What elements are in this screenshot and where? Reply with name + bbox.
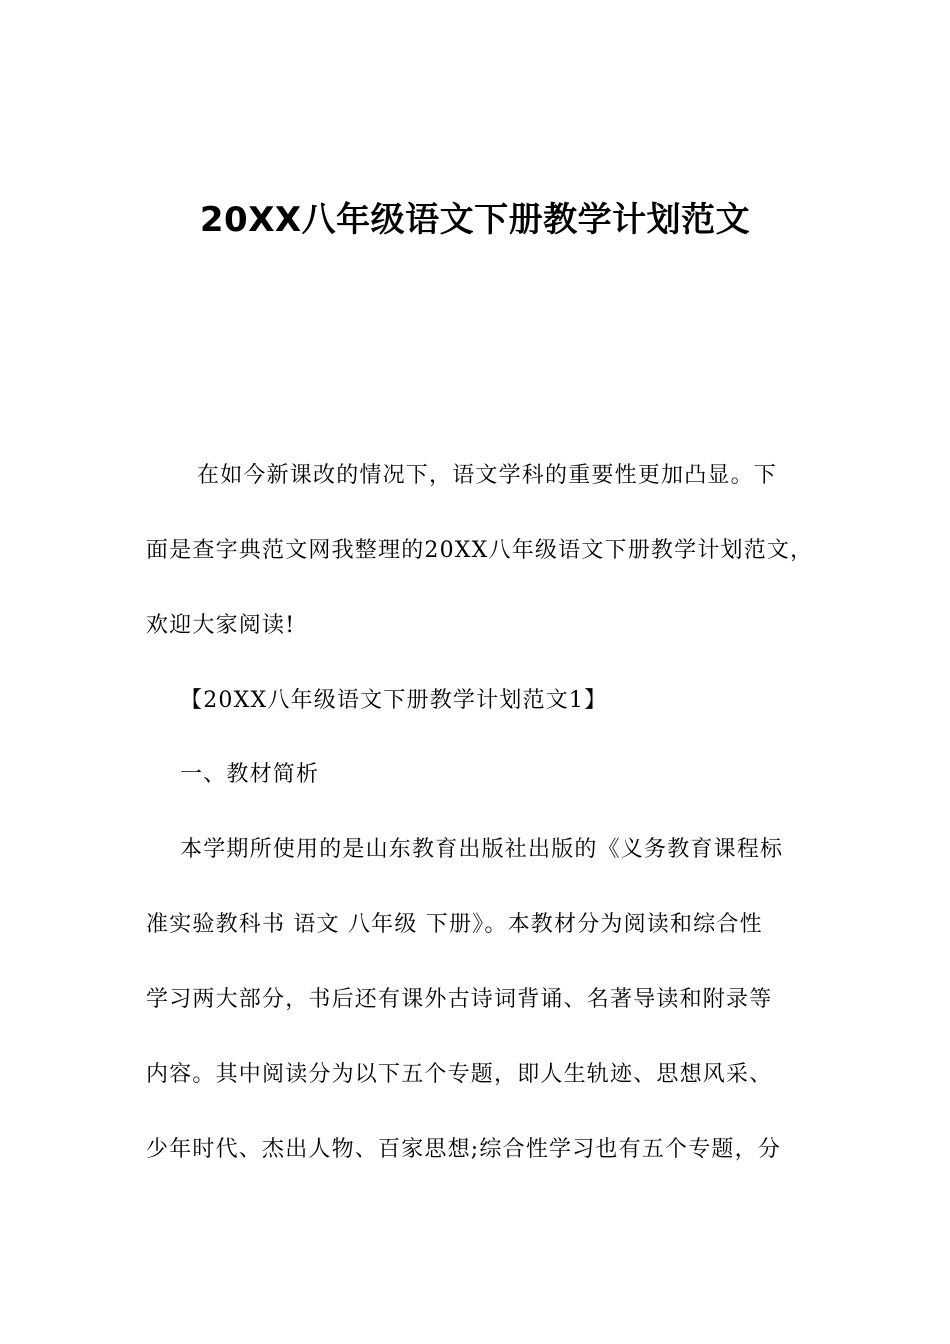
section-heading: 【20XX八年级语文下册教学计划范文1】: [180, 688, 608, 713]
paragraph-line: 欢迎大家阅读!: [146, 613, 296, 638]
paragraph-line: 少年时代、杰出人物、百家思想;综合性学习也有五个专题，分: [146, 1137, 782, 1162]
paragraph-line: 本学期所使用的是山东教育出版社出版的《义务教育课程标: [180, 837, 784, 862]
paragraph-line: 在如今新课改的情况下，语文学科的重要性更加凸显。下: [197, 463, 778, 488]
paragraph-line: 学习两大部分，书后还有课外古诗词背诵、名著导读和附录等: [146, 987, 773, 1012]
document-title: 20XX八年级语文下册教学计划范文: [199, 200, 751, 240]
paragraph-line: 准实验教科书 语文 八年级 下册》。本教材分为阅读和综合性: [146, 912, 763, 937]
subsection-heading: 一、教材简析: [180, 762, 320, 787]
paragraph-line: 内容。其中阅读分为以下五个专题，即人生轨迹、思想风采、: [146, 1062, 773, 1087]
paragraph-line: 面是查字典范文网我整理的20XX八年级语文下册教学计划范文，: [146, 538, 814, 563]
